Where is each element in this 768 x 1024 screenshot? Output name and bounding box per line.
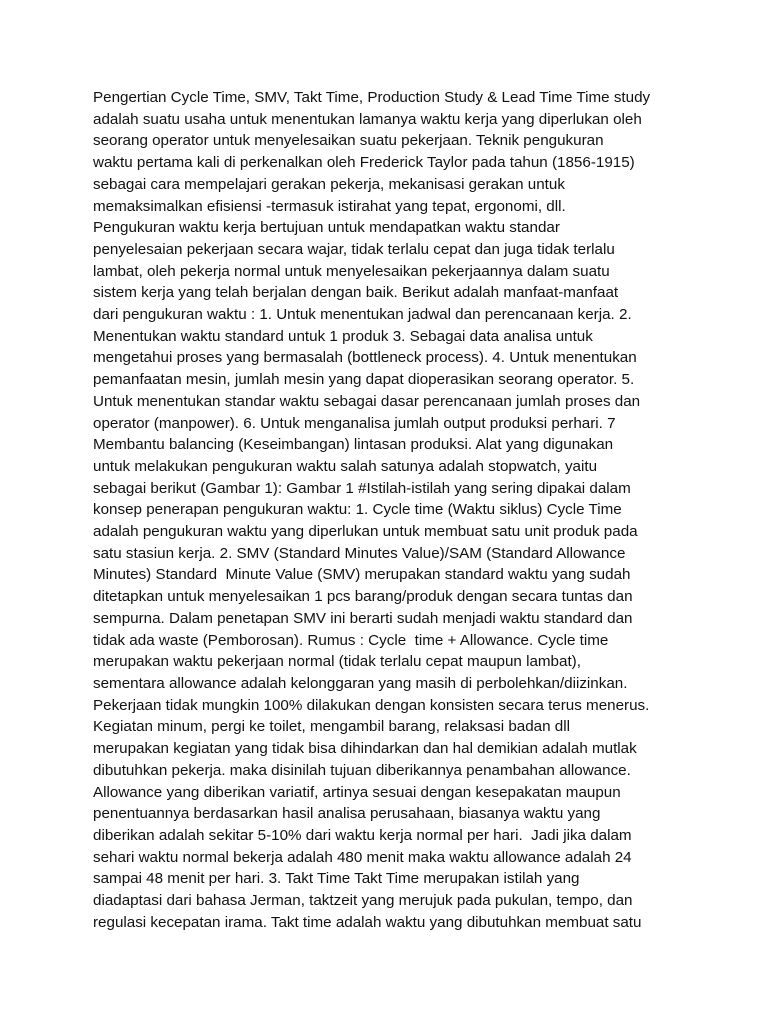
text-line: mengetahui proses yang bermasalah (bottleneck process). 4. Untuk menentukan — [93, 349, 637, 367]
text-line: satu stasiun kerja. 2. SMV (Standard Minutes Value)/SAM (Standard Allowance — [93, 544, 626, 562]
text-line: Pekerjaan tidak mungkin 100% dilakukan dengan konsisten secara terus menerus. — [93, 696, 650, 714]
text-line: diberikan adalah sekitar 5-10% dari waktu kerja normal per hari. Jadi jika dalam — [93, 826, 632, 844]
text-line: ditetapkan untuk menyelesaikan 1 pcs barang/produk dengan secara tuntas dan — [93, 588, 633, 606]
text-line: sementara allowance adalah kelonggaran yang masih di perbolehkan/diizinkan. — [93, 674, 628, 692]
text-line: dibutuhkan pekerja. maka disinilah tujuan diberikannya penambahan allowance. — [93, 761, 631, 779]
text-line: merupakan waktu pekerjaan normal (tidak terlalu cepat maupun lambat), — [93, 653, 581, 671]
text-line: adalah suatu usaha untuk menentukan lamanya waktu kerja yang diperlukan oleh — [93, 110, 642, 128]
text-line: merupakan kegiatan yang tidak bisa dihindarkan dan hal demikian adalah mutlak — [93, 740, 637, 758]
document-body-text — [93, 87, 693, 933]
text-line: sehari waktu normal bekerja adalah 480 menit maka waktu allowance adalah 24 — [93, 848, 632, 866]
text-line: diadaptasi dari bahasa Jerman, taktzeit yang merujuk pada pukulan, tempo, dan — [93, 892, 633, 910]
text-line: Minutes) Standard Minute Value (SMV) merupakan standard waktu yang sudah — [93, 566, 631, 584]
text-line: penyelesaian pekerjaan secara wajar, tidak terlalu cepat dan juga tidak terlalu — [93, 240, 615, 258]
text-line: Pengukuran waktu kerja bertujuan untuk mendapatkan waktu standar — [93, 219, 560, 237]
text-line: untuk melakukan pengukuran waktu salah satunya adalah stopwatch, yaitu — [93, 457, 598, 475]
text-line: operator (manpower). 6. Untuk menganalisa jumlah output produksi perhari. 7 — [93, 414, 616, 432]
text-line: Pengertian Cycle Time, SMV, Takt Time, Production Study & Lead Time Time study — [93, 89, 651, 106]
text-line: waktu pertama kali di perkenalkan oleh Frederick Taylor pada tahun (1856-1915) — [93, 154, 635, 172]
text-line: Membantu balancing (Keseimbangan) lintasan produksi. Alat yang digunakan — [93, 436, 614, 454]
text-line: seorang operator untuk menyelesaikan suatu pekerjaan. Teknik pengukuran — [93, 132, 604, 150]
text-line: sempurna. Dalam penetapan SMV ini berarti sudah menjadi waktu standard dan — [93, 609, 633, 627]
text-line: Menentukan waktu standard untuk 1 produk 3. Sebagai data analisa untuk — [93, 327, 593, 345]
text-line: adalah pengukuran waktu yang diperlukan untuk membuat satu unit produk pada — [93, 523, 638, 541]
text-line: Untuk menentukan standar waktu sebagai dasar perencanaan jumlah proses dan — [93, 392, 641, 410]
text-line: dari pengukuran waktu : 1. Untuk menentukan jadwal dan perencanaan kerja. 2. — [93, 306, 632, 324]
text-line: regulasi kecepatan irama. Takt time adalah waktu yang dibutuhkan membuat satu — [93, 913, 642, 931]
text-line: penentuannya berdasarkan hasil analisa perusahaan, biasanya waktu yang — [93, 805, 601, 823]
text-line: pemanfaatan mesin, jumlah mesin yang dapat dioperasikan seorang operator. 5. — [93, 371, 635, 389]
text-line: sampai 48 menit per hari. 3. Takt Time Takt Time merupakan istilah yang — [93, 870, 580, 888]
text-line: sebagai cara mempelajari gerakan pekerja, mekanisasi gerakan untuk — [93, 175, 565, 193]
text-line: Kegiatan minum, pergi ke toilet, mengambil barang, relaksasi badan dll — [93, 718, 570, 736]
text-line: memaksimalkan efisiensi -termasuk istirahat yang tepat, ergonomi, dll. — [93, 197, 566, 215]
text-line: sistem kerja yang telah berjalan dengan baik. Berikut adalah manfaat-manfaat — [93, 284, 619, 302]
text-line: lambat, oleh pekerja normal untuk menyelesaikan pekerjaannya dalam suatu — [93, 262, 610, 280]
text-line: Allowance yang diberikan variatif, artinya sesuai dengan kesepakatan maupun — [93, 783, 621, 801]
text-line: konsep penerapan pengukuran waktu: 1. Cycle time (Waktu siklus) Cycle Time — [93, 501, 622, 519]
text-line: sebagai berikut (Gambar 1): Gambar 1 #Istilah-istilah yang sering dipakai dalam — [93, 479, 631, 497]
text-line: tidak ada waste (Pemborosan). Rumus : Cycle time + Allowance. Cycle time — [93, 631, 609, 649]
